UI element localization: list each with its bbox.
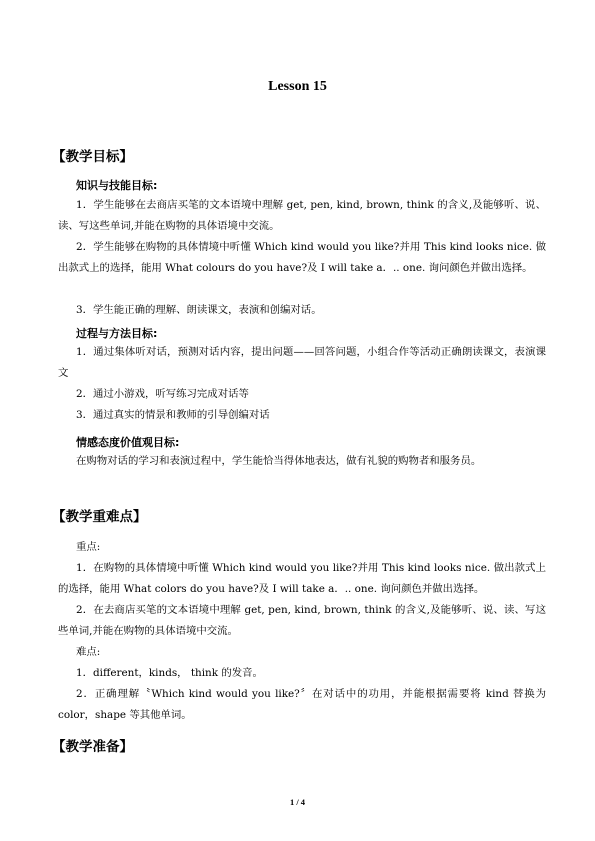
paragraph-knowledge-1: 1．学生能够在去商店买笔的文本语境中理解 get, pen, kind, brown, think 的含义,及能够听、说、读、写这些单词,并能在购物的具体语境中交流。 <box>58 199 546 232</box>
label-focus: 重点: <box>76 541 101 553</box>
paragraph-difficulty-2: 2．正确理解〝Which kind would you like?〞在对话中的功用，并能根据需要将 kind 替换为 color，shape 等其他单词。 <box>58 688 546 721</box>
subheading-emotion: 情感态度价值观目标: <box>76 436 180 449</box>
page-number: 1 / 4 <box>289 797 306 807</box>
label-difficulty: 难点: <box>76 646 101 658</box>
subheading-process: 过程与方法目标: <box>76 327 158 340</box>
section-heading-objectives: 【教学目标】 <box>52 149 133 165</box>
page-title: Lesson 15 <box>268 79 327 94</box>
section-heading-key-points: 【教学重难点】 <box>52 509 147 525</box>
paragraph-knowledge-2: 2．学生能够在购物的具体情境中听懂 Which kind would you like?并用 This kind looks nice. 做出款式上的选择，能用 What colours do you have?及 I will take a．.. one. 询问颜色并做出选择。 <box>58 241 546 274</box>
paragraph-emotion-1: 在购物对话的学习和表演过程中，学生能恰当得体地表达，做有礼貌的购物者和服务员。 <box>76 455 482 467</box>
paragraph-difficulty-1: 1．different，kinds， think 的发音。 <box>76 667 263 679</box>
section-heading-preparation: 【教学准备】 <box>52 739 133 755</box>
paragraph-knowledge-3: 3．学生能正确的理解、朗读课文，表演和创编对话。 <box>76 304 322 316</box>
paragraph-process-1: 1．通过集体听对话，预测对话内容，提出问题——回答问题，小组合作等活动正确朗读课文，表演课文 <box>58 346 546 379</box>
subheading-knowledge: 知识与技能目标: <box>76 179 158 192</box>
paragraph-process-2: 2．通过小游戏，听写练习完成对话等 <box>76 388 249 400</box>
paragraph-process-3: 3．通过真实的情景和教师的引导创编对话 <box>76 409 270 421</box>
paragraph-focus-2: 2．在去商店买笔的文本语境中理解 get, pen, kind, brown, think 的含义,及能够听、说、读、写这些单词,并能在购物的具体语境中交流。 <box>58 604 546 637</box>
paragraph-focus-1: 1．在购物的具体情境中听懂 Which kind would you like?并用 This kind looks nice. 做出款式上的选择，能用 What colors do you have?及 I will take a．.. one. 询问颜色并做出选择。 <box>58 562 546 595</box>
